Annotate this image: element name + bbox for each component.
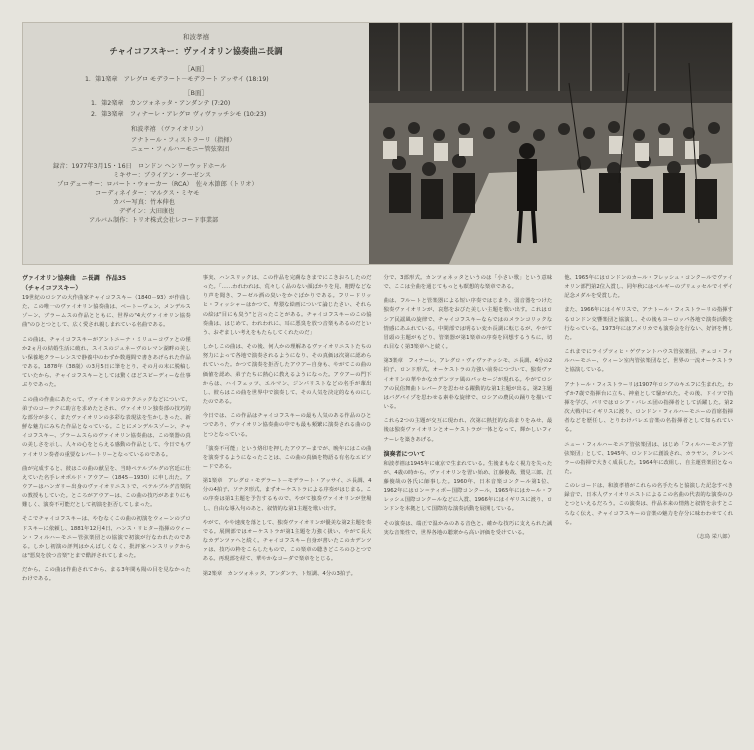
notes-column-3 [384,274,553,736]
notes-column-2 [203,274,372,736]
paragraph: 事実、ハンスリックは、この作品を完膚なきまでにこきおろしたのだった。「……われわれは、荒々しく品のない顔ばかりを見、粗野などなり声を聞き、フーゼル酒の臭いをかぐばかりである。フリードリッヒ・フィッシャーはかつて、卑猥な絵画について論じたさい、それらの絵は"目にも臭う"と言ったことがある。チャイコフスキーのこの協奏曲は、はじめて、われわれに、耳に悪臭を放つ音楽もあるのだという、おぞましい考えをもたらしてくれたのだ」 [202,275,372,336]
paragraph: しかしこの曲は、その後、何人かの理解あるヴァイオリニストたちの努力によって各地で演奏されるようになり、その真価は次第に認められていった。かつて演奏を拒否したアウアー自身も、やがてこの曲の価値を認め、弟子たちに熱心に教えるようになった。アウアーの門下からは、ハイフェッツ、エルマン、ジンバリストなどの名手が輩出し、彼らはこの曲を世界中で演奏して、その人気を決定的なものにしたのである。 [202,344,372,406]
paragraph: 今日では、この作品はチャイコフスキーの最も人気のある作品のひとつであり、ヴァイオリン協奏曲の中でも最も頻繁に演奏される曲のひとつとなっている。 [202,413,372,438]
paragraph: 曲は、フルートと管楽器による短い序奏ではじまり、弱音器をつけた独奏ヴァイオリンが、哀愁をおびた美しい主題を歌い出す。これはロシア民謡風の旋律で、チャイコフスキーならではのメランコリックな情感にあふれている。中間部では明るい変ホ長調に転じるが、やがて冒頭の主題がもどり、管楽器が第1楽章の序奏を回想するうちに、切れ目なく第3楽章へと続く。 [383,298,553,351]
credits-panel [23,23,369,264]
movement-1 [31,74,361,85]
paragraph: 分で、3部形式。カンツォネッタというのは「小さい歌」という意味で、ここは全曲を通じてもっとも瞑想的な楽章である。 [383,275,553,291]
paragraph: このレコードは、和波孝禧がこれらの名手たちと協演した記念すべき録音で、日本人ヴァイオリニストによるこの名曲の代表的な演奏のひとつといえるだろう。この演奏は、作品本来の情熱と叙情を余すところなく伝え、チャイコフスキーの音楽の魅力を存分に味わわせてくれる。 [564,483,733,526]
design-credit: デザイン：大田康也 [119,208,175,215]
orchestra: ニュー・フィルハーモニー管弦楽団 [131,146,230,153]
paragraph: 「演奏不可能」という烙印を押したアウアーまでが、晩年にはこの曲を演奏するようになったことは、この曲の真価を物語る有名なエピソードである。 [202,445,372,470]
paragraph: 第3楽章 フィナーレ、アレグロ・ヴィヴァチッシモ、ニ長調、4分の2拍子、ロンド形式。オーケストラの力強い前奏につづいて、独奏ヴァイオリンの華やかなカデンツァ風のパッセージが現れる。やがてロシアの民俗舞曲トレパークを思わせる躍動的な第1主題が出る。第2主題はバグパイプを思わせる素朴な旋律で、ロシアの農民の踊りを描いている。 [383,358,553,411]
top-block [22,22,733,265]
paragraph: 和波孝禧は1945年に東京で生まれている。生後まもなく視力を失ったが、4歳の時から、ヴァイオリンを習い始め、江藤俊哉、鷲見三郎、江藤俊哉の各氏に師事した。1960年、日本音楽コンクール第1位、1962年にはロン＝ティボー国際コンクール、1965年にはカール・フレッシュ国際コンクールなどに入賞、1966年にはイギリスに渡り、ロンドンを本拠として国際的な演奏活動を展開している。 [383,460,553,513]
paragraph: 第2楽章 カンツォネッタ、アンダンテ、ト短調、4分の3拍子。 [202,570,356,577]
coordinator-credit: コーディネイター：マルクス・ミヤモ [95,190,200,197]
notes-column-4 [564,274,733,736]
conductor: アナトール・フィストラーリ（指揮） [131,137,236,144]
paragraph: この曲の作曲にあたって、ヴァイオリンのテクニックなどについて、弟子のコーテクに助言を求めたとされ、ヴァイオリン独奏部の技巧的な部分が多く、またヴァイオリンの多彩な表現法を生かしきった、新鮮な魅力にみちた作品となっている。ことにメンデルスゾーン、チャイコフスキー、ブラームスらのヴァイオリン協奏曲は、この楽器の真の美しさを示し、人々の心をとらえる感動の作品として、今日でもヴァイオリン奏者の重要なレパートリーとなっているのである。 [22,396,191,458]
paragraph: 19世紀のロシアの大作曲家チャイコフスキー（1840－93）が作曲した、この唯一のヴァイオリン協奏曲は、ベートーヴェン、メンデルスゾーン、ブラームスの作品とともに、世界の"4大ヴァイオリン協奏曲"のひとつとして、広く愛され親しまれている名曲である。 [22,295,191,329]
performer-name: 和波孝禧 [183,33,209,41]
paragraph: 他、1965年にはロンドンのカール・フレッシュ・コンクールでヴァイオリン部門第2位入賞し、同年秋にはベルギーのブリュッセルでイザイ記念メダルを受賞した。 [564,275,733,300]
paragraph: そこでチャイコフスキーは、やむなくこの曲の初演をウィーンのブロドスキーに依頼し、1881年12月4日、ハンス・リヒター指揮のウィーン・フィルハーモニー管弦楽団との協演で初演が行なわれたのである。しかし初演の評判はかんばしくなく、批評家ハンスリックからは"悪臭を放つ音楽"とまで酷評されてしまった。 [22,516,191,560]
liner-notes [22,274,733,736]
paragraph: アナトール・フィストラーリは1907年ロシアのキエフに生まれた。わずか7歳で指揮台に立ち、神童として騒がれた。その後、ドイツで指揮を学び、パリではロシア・バレエ団の指揮者として活躍した。第2次大戦中にイギリスに渡り、ロンドン・フィルハーモニーの首席指揮者などを歴任し、とりわけバレエ音楽の名指揮者として知られている。 [564,381,733,434]
movement-3 [31,109,361,120]
movement-2-text: 1．第2楽章 カンツォネッタ・アンダンテ (7:20) [91,100,231,107]
paragraph: 第1楽章 アレグロ・モデラート－モデラート・アッサイ、ニ長調、4分の4拍子、ソナタ形式。まずオーケストラによる序奏がはじまる。この序奏は第1主題を予告するもので、やがて独奏ヴァイオリンが登場し、自由な導入句のあと、叙情的な第1主題を歌い出す。 [202,478,372,512]
paragraph: この曲は、チャイコフスキーがアントニーナ・ミリューコヴァとの僅か2ヵ月の結婚生活に破れ、スイスのジュネーヴのレマン湖畔の美しい保養地クラーレンスで静養中のわずか数週間で書きあげられた作品である。1878年（38歳）の3月5日に筆をとり、その月の末に脱稿していたから、チャイコフスキーとしては驚くほどスピーディーな仕事ぶりであった。 [22,336,191,389]
soloist: 和波孝禧 （ヴァイオリン） [131,126,207,133]
producer-credit: プロデューサー：ロバート・ウォーカー（RCA） 佐々木節郎（トリオ） [57,181,258,188]
side-b-label: ［B面］ [184,89,208,97]
paragraph: その演奏は、端正で温かみのある音色と、確かな技巧に支えられた誠実な音楽性で、世界各地の聴衆から高い評価を受けている。 [383,520,553,536]
paragraph: 曲が完成すると、彼はこの曲の献呈を、当時ペテルブルグの宮廷に仕えていた名手レオポルド・アウアー（1845－1930）に申し出た。アウアーはハンガリー出身のヴァイオリニストで、ペテルブルグ音楽院の教授もしていた。ところがアウアーは、この曲の技巧があまりにも難しく、演奏不可能だとして初演を拒否してしまった。 [22,465,191,509]
notes-column-1 [22,274,191,736]
paragraph: ニュー・フィルハーモニア管弦楽団は、はじめ「フィルハーモニア管弦楽団」として、1945年、ロンドンに創設され、カラヤン、クレンペラーの指揮で大きく成長した。1964年に改組し、自主運営楽団となった。 [564,441,733,475]
recording-info: 録音：1977年3月15・16日 ロンドン ヘンリーウッドホール [53,163,227,170]
paragraph: （志鳥 栄八郎） [693,533,733,540]
paragraph: また、1966年にはイギリスで、アナトール・フィストラーリの指揮するロンドン交響楽団と協演し、その後もヨーロッパ各地で演奏活動を行なっている。1973年にはアメリカでも演奏会を行ない、好評を博した。 [564,307,733,341]
orchestra-photo-image [369,23,732,264]
paragraph: だから、この曲は作曲されてから、まる3年間も陽の目を見なかったわけである。 [22,567,191,583]
movement-2 [31,98,361,109]
movement-3-text: 2．第3楽章 フィナーレ・アレグロ ヴィヴァッチシモ (10:23) [91,111,267,118]
section-heading: ヴァイオリン協奏曲 ニ長調 作品35 [22,275,127,282]
orchestra-photo [369,23,732,264]
paragraph: これまでにライプツィヒ・ゲヴァントハウス管弦楽団、チェコ・フィルハーモニー、ウィーン室内管弦楽団など、世界の一流オーケストラと協演している。 [564,349,733,374]
mixer-credit: ミキサー：ブライアン・クーゼンス [113,172,212,179]
section-heading: （チャイコフスキー） [22,285,82,292]
cover-credit: カバー写真：竹本伸也 [113,199,175,206]
album-title: チャイコフスキー：ヴァイオリン協奏曲ニ長調 [109,46,283,56]
movement-1-text: 1．第1楽章 アレグロ モデラート－モデラート アッサイ (18:19) [85,76,269,83]
side-a-label: ［A面］ [184,65,208,73]
paragraph: これら2つの主題が交互に現われ、次第に熱狂的な高まりをみせ、最後は独奏ヴァイオリンとオーケストラが一体となって、輝かしいフィナーレを築きあげる。 [383,418,553,443]
album-credit: アルバム制作：トリオ株式会社レコード事業部 [89,217,219,224]
paragraph: やがて、やや速度を落として、独奏ヴァイオリンが優美な第2主題を奏でる。展開部ではオーケストラが第1主題を力強く扱い、やがて長大なカデンツァへと続く。チャイコフスキー自身が書いたこのカデンツァは、技巧の粋をこらしたもので、この楽章の聴きどころのひとつである。再現部を経て、華やかなコーダで楽章をとじる。 [202,519,372,563]
section-heading: 演奏者について [383,450,426,458]
